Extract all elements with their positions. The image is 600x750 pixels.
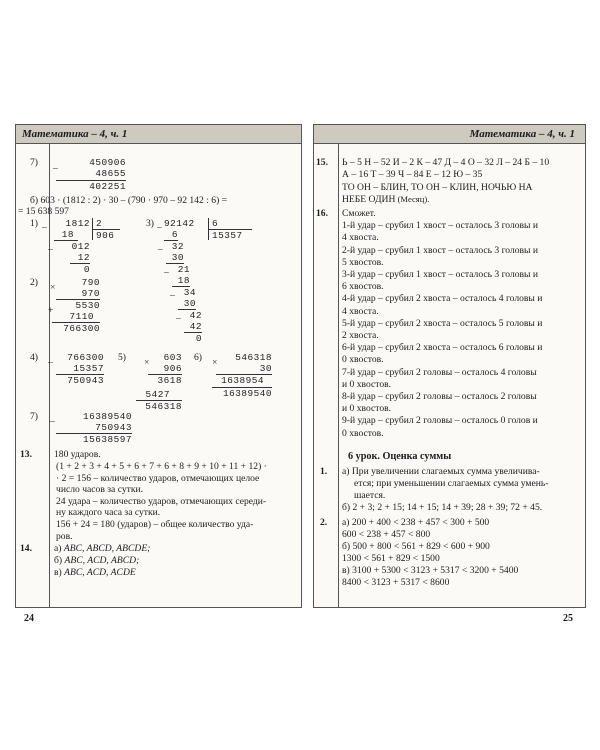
remainder: 0	[83, 264, 90, 275]
text-line: в) 3100 + 5300 < 3123 + 5317 < 3200 + 5400	[342, 565, 519, 576]
dividend: 1812	[65, 218, 90, 229]
page-number-left: 24	[24, 613, 34, 624]
lesson-title: 6 урок. Оценка суммы	[348, 451, 452, 462]
text-line: б) 2 + 3; 2 + 15; 14 + 15; 14 + 39; 28 + 39; 72 + 45.	[342, 502, 543, 513]
task-number-15: 15.	[316, 157, 328, 168]
minus-sign: –	[170, 290, 175, 301]
partial: 5427	[145, 389, 170, 400]
text-line: 4 хвоста.	[342, 232, 379, 244]
partial: 5530	[75, 300, 100, 311]
text-line: 1-й удар – срубил 1 хвост – осталось 3 головы и	[342, 220, 539, 232]
text-line: 6 хвостов.	[342, 281, 384, 293]
text-line: 180 ударов.	[54, 449, 101, 460]
text-line: 5 хвостов.	[342, 256, 384, 268]
left-page-header: Математика – 4, ч. 1	[16, 125, 301, 144]
task-number-14: 14.	[20, 543, 32, 554]
step-number: 1)	[30, 218, 38, 229]
answer-line: а) ABC, ABCD, ABCDE;	[54, 543, 151, 554]
text-line: 8-й удар – срубил 2 головы – осталось 2 головы	[342, 391, 537, 402]
operand: 790	[81, 277, 100, 288]
text-line: Ь – 5 Н – 52 И – 2 К – 47 Д – 4 О – 32 Л – 24 Б – 10	[342, 157, 550, 168]
text-line: 0 хвостов.	[342, 354, 384, 366]
text-line: и 0 хвостов.	[342, 403, 392, 415]
text-line: 24 удара – количество ударов, отмечающих середи-	[56, 496, 267, 507]
result: 750943	[67, 375, 104, 386]
text-line: 6-й удар – срубил 2 хвоста – осталось 6 головы и	[342, 342, 543, 354]
partial: 012	[71, 241, 90, 252]
dividend: 92142	[164, 218, 195, 229]
divisor: 2	[96, 218, 103, 229]
minus-sign: –	[164, 267, 169, 278]
text-line: НЕБЕ ОДИН (Месяц).	[342, 194, 430, 205]
step-value: 30	[183, 298, 196, 309]
text-line: 9-й удар – срубил 2 головы – осталось 0 голов и	[342, 415, 538, 427]
times-sign: ×	[50, 282, 56, 293]
right-page	[313, 124, 586, 608]
page-number-right: 25	[563, 613, 573, 624]
times-sign: ×	[144, 357, 150, 368]
text-line: ну каждого часа за сутки.	[56, 507, 161, 518]
text-line: 0 хвостов.	[342, 427, 384, 439]
text-line: б) 500 + 800 < 561 + 829 < 600 + 900	[342, 541, 490, 552]
operand: 15357	[73, 363, 104, 374]
step-value: 18	[177, 275, 190, 286]
result: 402251	[89, 181, 126, 192]
partial: 1638954	[221, 375, 264, 386]
minus-sign: –	[48, 357, 53, 368]
answer-line: в) ABC, ACD, ACDE	[54, 567, 136, 578]
minus-sign: –	[176, 313, 181, 324]
step-number: 7)	[30, 411, 38, 422]
text-line: а) При увеличении слагаемых сумма увеличива-	[342, 466, 540, 477]
result: 766300	[63, 323, 100, 334]
step-value: 42	[189, 321, 202, 332]
result: 15638597	[82, 434, 132, 445]
quotient: 906	[96, 230, 115, 241]
result: 16389540	[222, 388, 272, 399]
text-line: число часов за сутки.	[56, 484, 144, 495]
text-line: ров.	[56, 531, 73, 542]
minus-sign: –	[48, 244, 53, 255]
expression-result: = 15 638 597	[18, 206, 69, 217]
divisor: 6	[212, 218, 219, 229]
operand: 970	[81, 288, 100, 299]
text-line: · 2 = 156 – количество ударов, отмечающих целое	[56, 473, 260, 484]
step-number: 2)	[30, 277, 38, 288]
step-value: 21	[177, 264, 190, 275]
text-line: 2-й удар – срубил 1 хвост – осталось 3 головы и	[342, 244, 539, 256]
task-number-1: 1.	[320, 466, 328, 477]
task-number-13: 13.	[20, 449, 32, 460]
text-line: и 0 хвостов.	[342, 378, 392, 390]
text-line: 5-й удар – срубил 2 хвоста – осталось 5 головы и	[342, 317, 543, 329]
partial: 12	[77, 252, 90, 263]
operand: 906	[163, 363, 182, 374]
partial: 18	[61, 229, 74, 240]
text-line: 8400 < 3123 + 5317 < 8600	[342, 577, 450, 588]
operand: 450906	[89, 157, 126, 168]
step-number: 6)	[194, 352, 202, 363]
right-page-header: Математика – 4, ч. 1	[314, 125, 585, 144]
text-line: ТО ОН – БЛИН, ТО ОН – КЛИН, НОЧЬЮ НА	[342, 182, 533, 193]
plus-sign: +	[48, 305, 54, 316]
text-line: А – 16 Т – 39 Ч – 84 Е – 12 Ю – 35	[342, 169, 483, 180]
text-line: 3-й удар – срубил 1 хвост – осталось 3 головы и	[342, 269, 539, 280]
text-line: 156 + 24 = 180 (ударов) – общее количество уда-	[56, 519, 254, 530]
remainder: 0	[195, 333, 202, 344]
partial: 3618	[157, 375, 182, 386]
step-value: 30	[171, 252, 184, 263]
step-value: 6	[171, 229, 178, 240]
quotient: 15357	[212, 230, 243, 241]
operand: 48655	[95, 168, 126, 179]
right-margin-line	[338, 144, 339, 607]
step-value: 42	[189, 310, 202, 321]
task-number-2: 2.	[320, 517, 328, 528]
operand: 750943	[95, 422, 132, 433]
text-line: Сможет.	[342, 208, 376, 219]
text-line: 2 хвоста.	[342, 330, 379, 341]
step-value: 34	[183, 287, 196, 298]
text-line: а) 200 + 400 < 238 + 457 < 300 + 500	[342, 517, 490, 528]
text-line: 4 хвоста.	[342, 305, 379, 317]
expression-line: б) 603 · (1812 : 2) · 30 – (790 · 970 – 92 142 : 6) =	[30, 195, 228, 206]
step-number: 4)	[30, 352, 38, 363]
step-number: 5)	[118, 352, 126, 363]
left-page	[15, 124, 302, 608]
text-line: ется; при уменьшении слагаемых сумма умень-	[354, 478, 549, 489]
minus-sign: –	[157, 222, 162, 233]
result: 546318	[145, 401, 182, 412]
operand: 30	[259, 363, 272, 374]
text-line: шается.	[354, 490, 386, 501]
task-number-16: 16.	[316, 208, 328, 219]
text-line: 1300 < 561 + 829 < 1500	[342, 553, 440, 564]
operand: 546318	[235, 352, 272, 363]
text-line: 4-й удар – срубил 2 хвоста – осталось 4 головы и	[342, 293, 543, 305]
task-7-number: 7)	[30, 157, 38, 168]
times-sign: ×	[212, 357, 218, 368]
step-number: 3)	[146, 218, 154, 229]
text-line: 7-й удар – срубил 2 головы – осталось 4 головы	[342, 366, 537, 378]
partial: 7110	[69, 311, 94, 322]
minus-sign: –	[42, 222, 47, 233]
text-line: (1 + 2 + 3 + 4 + 5 + 6 + 7 + 6 + 8 + 9 + 10 + 11 + 12) ·	[56, 461, 267, 472]
operand: 16389540	[82, 411, 132, 422]
minus-sign: –	[50, 416, 55, 427]
answer-line: б) ABC, ACD, ABCD;	[54, 555, 140, 566]
operand: 766300	[67, 352, 104, 363]
operand: 603	[163, 352, 182, 363]
step-value: 32	[171, 241, 184, 252]
text-line: 600 < 238 + 457 < 800	[342, 529, 431, 540]
minus-sign: –	[158, 244, 163, 255]
minus-sign: –	[53, 163, 58, 174]
